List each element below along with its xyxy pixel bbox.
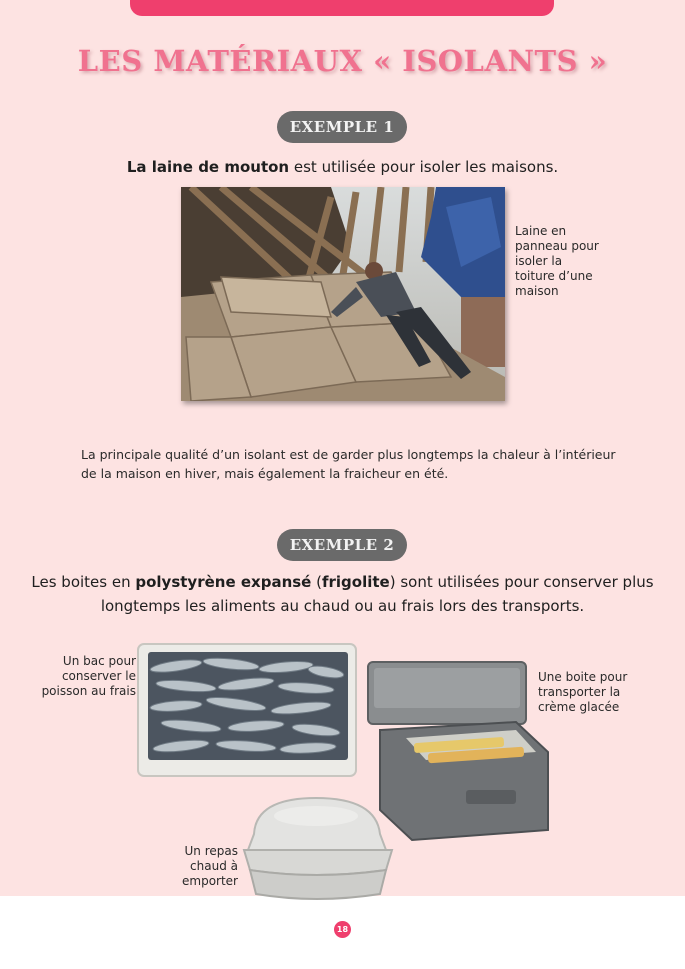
fish-box-caption: Un bac pour conserver le poisson au frais xyxy=(41,654,136,698)
example-2-bold1: polystyrène expansé xyxy=(135,573,312,591)
insulation-explanation: La principale qualité d’un isolant est de garder plus longtemps la chaleur à l’intérieur de la maison en hiver, mais également la fraicheur en été. xyxy=(81,447,616,481)
example-2-sentence xyxy=(0,570,685,618)
roof-insulation-photo xyxy=(181,187,505,401)
example-1-bold: La laine de mouton xyxy=(126,158,290,176)
top-accent-bar xyxy=(130,0,554,16)
roof-photo-caption: Laine en panneau pour isoler la toiture d’une maison xyxy=(515,224,599,298)
example-1-rest: est utilisée pour isoler les maisons. xyxy=(289,158,559,176)
fish-box-image xyxy=(136,642,360,780)
page-title: LES MATÉRIAUX « ISOLANTS » xyxy=(77,44,608,78)
takeaway-meal-caption: Un repas chaud à emporter xyxy=(182,844,238,888)
example-2-part3: ) sont utilisées pour conserver plus longtemps les aliments au chaud ou au frais lors des transports. xyxy=(100,573,654,615)
example-2-badge: EXEMPLE 2 xyxy=(277,529,407,561)
page-number: 18 xyxy=(334,921,351,938)
example-1-sentence xyxy=(0,155,685,179)
example-2-part2: ( xyxy=(311,573,322,591)
ice-cream-box-caption: Une boite pour transporter la crème glacée xyxy=(538,670,628,714)
example-2-bold2: frigolite xyxy=(321,573,390,591)
example-2-part1: Les boites en xyxy=(31,573,136,591)
example-1-badge: EXEMPLE 1 xyxy=(277,111,407,143)
takeaway-box-image xyxy=(236,794,398,906)
